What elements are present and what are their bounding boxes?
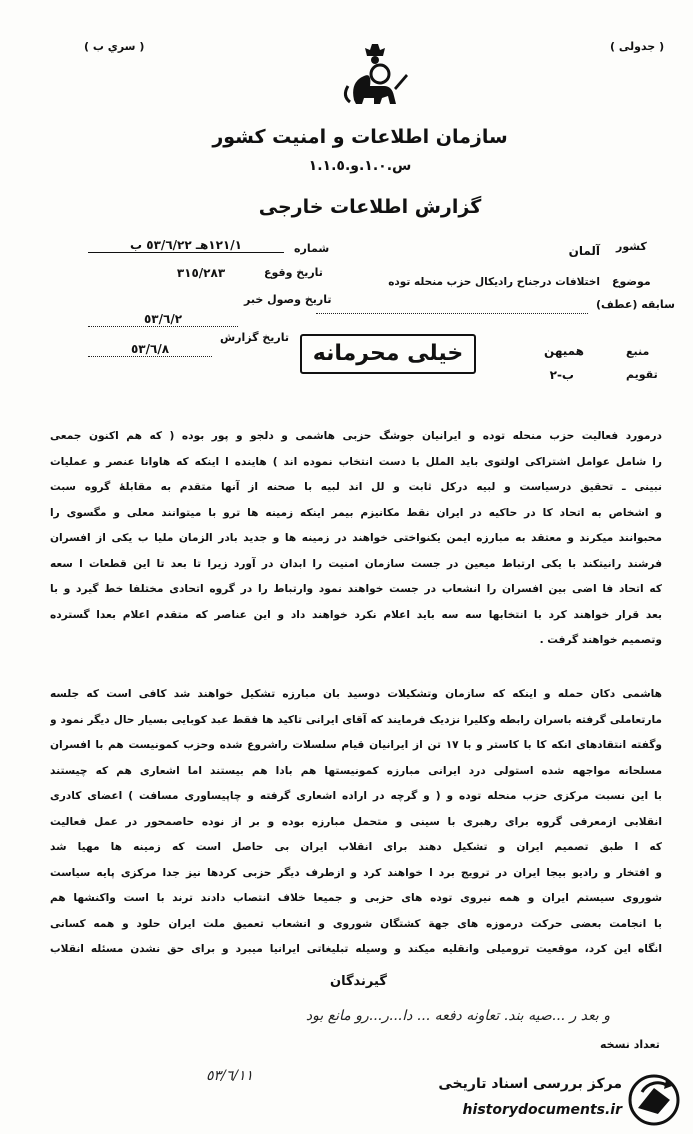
body-line: با انجامت بعضی حرکت درموزه های جهة کشتگان شوروی و انشعاب تعمیق ملت ایران حلود و همه کسانی [50, 917, 662, 930]
book-arrow-logo-icon [628, 1074, 680, 1126]
bottom-handwriting: ٥٣/٦/١١ [206, 1068, 254, 1084]
body-line: مارتعاملی گرفته باسران رابطه وکلیرا نزدیک فرمایند که آقای ایرانی تاکید ها فقط عبد کوبایی بسیار حال دیگر نمود و [50, 713, 662, 726]
assessment-label: تقویم [626, 368, 658, 381]
body-line: شوروی سیستم ایران و همه نیروی توده های حزبی و جمیعا خلاف انتصاب دادند ترند با است واکنشها هم [50, 892, 662, 904]
background-label: سابقه (عطف) [596, 298, 675, 311]
body-line: انگاه این کرد، موقعیت ترومیلی وانقلیه میکند و وسیله تبلیغاتی ایرانیا میبرد و برای حق نشدن مسئله انقلاب [50, 943, 662, 955]
document-code: س.١.٠.و.١.١.٥ [308, 158, 412, 174]
copies-label: تعداد نسخه [600, 1038, 660, 1051]
watermark-url: historydocuments.ir [462, 1102, 622, 1118]
body-line: نبینی ـ تحقیق درسیاست و لبیه درکل ثابت و لل اند لبیه با صحنه از آنها متقدم به مقابلهٔ گروه سبت [50, 481, 662, 493]
body-line: با این نسبت مرکزی حزب منحله توده و ( و گرچه در اراده اشعاری گرفته و چاپیساوری مسافت ) اعضای کادری [50, 790, 662, 802]
report-date-value: ٥٣/٦/٨ [88, 342, 212, 357]
body-line: و افتخار و رادیو بیجا ایران در ترویج برد ا خواهند کرد و ازطرف دیگر حزبی کردها نیز جدا مرکزی پایه سیاست [50, 866, 662, 879]
top-left-label: ( سري ب ) [84, 40, 145, 53]
background-line [316, 312, 588, 314]
body-line: وتصمیم خواهند گرفت . [539, 634, 662, 646]
body-line: فرشند رانیتکند با یکی ارتباط میعین در جست سازمان امنیت را ابدان در آورد زیرا تا بعد تا این قطعات ا سعه [50, 557, 662, 570]
report-date-label: تاریخ گزارش [220, 331, 290, 344]
subject-label: موضوع [612, 275, 651, 288]
classification-stamp: خیلی محرمانه [300, 334, 476, 374]
number-label: شماره [294, 242, 330, 255]
assessment-value: ب-٢ [549, 368, 574, 382]
body-line: وگفته انتقادهای انکه کا با کاستر و با ١٧ تن از ایرانیان قیام سلسلات راشروع شده وحزب کمونیست هم با افسران [50, 739, 662, 751]
country-value: آلمان [568, 244, 600, 258]
organization-name: سازمان اطلاعات و امنیت کشور [212, 126, 508, 148]
recipients-handwriting: و بعد ر ...صیه بند. تعاونه دفعه ... دا...ر...رو مانع بود [305, 1008, 610, 1024]
body-line: که اتحاد فا اضی بین افسران را انشعاب در جست خواهند نمود وارتباط را در گروه اتحادی مختلفا خط گیرد و با [50, 583, 662, 595]
report-title: گزارش اطلاعات خارجی [258, 196, 482, 218]
body-line: درمورد فعالیت حزب منحله توده و ایرانیان جوشگ حزبی هاشمی و دلجو و پور بوده ( که هم اکنون جمعی [50, 430, 662, 442]
source-value: همیهن [544, 344, 584, 358]
body-line: را شامل عوامل اشتراکی اولتوی باید الملل با دست انتخاب نموده اند ) هاینده ا اینکه که هاوانا عنصر و عملیات [50, 455, 662, 468]
subject-value: اختلافات درجناح رادیکال حزب منحله توده [388, 276, 600, 288]
country-label: کشور [616, 240, 647, 253]
body-line: بعد قرار خواهند کرد با انتخابها سه سه باید اعلام نکرد خواهند داد و این عناصر که متقدم اعلام بعدا گسترده [50, 608, 662, 621]
incident-date-value: ٣١٥/٢٨٣ [176, 266, 226, 280]
number-value: ١٢١/١هـ ٥٣/٦/٢٢ ب [88, 238, 284, 253]
watermark-text: مرکز بررسی اسناد تاریخی [438, 1076, 622, 1092]
source-label: منبع [626, 345, 650, 358]
body-line: انقلابی ازمعرفی گروه برای رهبری با سینی و متحمل مبارزه بوده و بر از نوده حاصمحور در عمل فعالیت [50, 815, 662, 828]
body-line: مسلحانه مواجهه شده استولی درد ایرانی مبارزه کمونیستها هم بادا هم بیستند اما اشعاری هم که چیستند [50, 764, 662, 777]
body-line: محبوانند میکرند و معتقد به مبارزه ایمن یکنواختی خواهند در زمینه ها و جدید بادر الزمان ملیا ب یکی از افسران [50, 532, 662, 544]
lion-and-sun-emblem-icon [340, 42, 410, 112]
body-line: هاشمی دکان حمله و اینکه که سازمان وتشکیلات دوسید بان مبارزه تشکیل خواهند شد کافی است که جلسه [50, 688, 662, 700]
body-paragraph-1 [50, 424, 662, 654]
body-line: و اشخاص به اتحاد کا در حاکیه در ایران نقط مکانیزم بیمر اینکه زمینه ها ترو با میتوانند معلی و مگسوی را [50, 506, 662, 519]
receipt-date-label: تاریخ وصول خبر [244, 293, 332, 306]
receipt-date-value: ٥٣/٦/٢ [88, 312, 238, 327]
recipients-label: گیرندگان [330, 974, 387, 989]
body-paragraph-2 [50, 682, 662, 963]
top-right-label: ( جدولی ) [610, 40, 665, 53]
incident-date-label: تاریخ وقوع [264, 266, 323, 279]
body-line: که ا طبق تصمیم ایران و تشکیل دهند برای انقلاب ایران بی حاصل است که زمینه ها مهیا شد [50, 841, 662, 853]
